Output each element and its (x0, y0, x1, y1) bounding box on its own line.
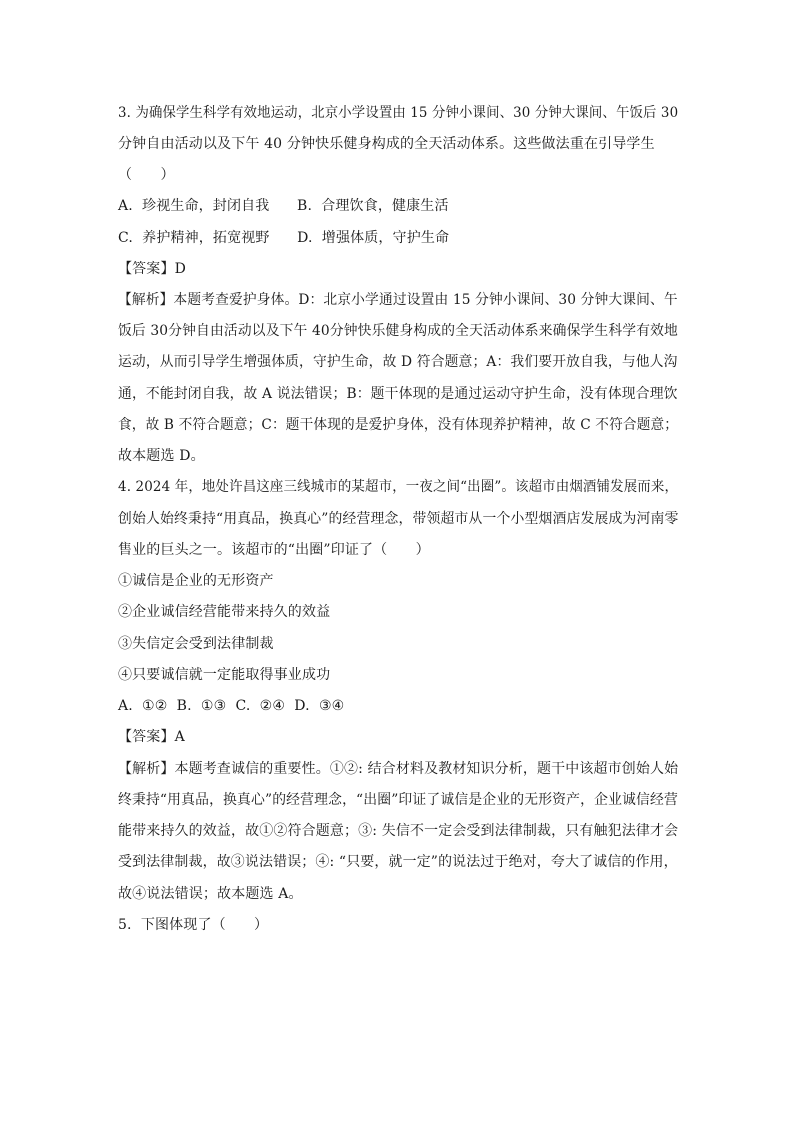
q3-stem-line-3: （ ） (118, 167, 175, 183)
q4-stem-line-2: 创始人始终秉持“用真品，换真心”的经营理念，带领超市从一个小型烟酒店发展成为河南零 (118, 511, 679, 527)
q4-stem-line-1: 4. 2024 年，地处许昌这座三线城市的某超市，一夜之间“出圈”。该超市由烟酒铺发展而来， (118, 479, 679, 495)
q3-analysis-line-1: 【解析】本题考查爱护身体。D：北京小学通过设置由 15 分钟小课间、30 分钟大课间、午 (118, 292, 678, 308)
q4-analysis-line-4: 受到法律制裁，故③说法错误；④: “只要，就一定”的说法过于绝对，夸大了诚信的作用， (118, 854, 678, 870)
q4-statement-2: ②企业诚信经营能带来持久的效益 (118, 604, 331, 620)
q3-analysis-line-2: 饭后 30分钟自由活动以及下午 40分钟快乐健身构成的全天活动体系来确保学生科学有效地 (118, 323, 678, 339)
q3-options-row-1: A. 珍视生命，封闭自我 B. 合理饮食，健康生活 (118, 198, 449, 214)
q3-analysis-line-6: 故本题选 D。 (118, 448, 205, 464)
q4-analysis-line-3: 能带来持久的效益，故①②符合题意；③: 失信不一定会受到法律制裁，只有触犯法律才会 (118, 823, 679, 839)
q4-analysis-line-2: 终秉持“用真品，换真心”的经营理念，“出圈”印证了诚信是企业的无形资产，企业诚信经营 (118, 792, 678, 808)
q3-options-row-2: C. 养护精神，拓宽视野 D. 增强体质，守护生命 (118, 230, 450, 246)
q4-statement-1: ①诚信是企业的无形资产 (118, 573, 274, 589)
q4-statement-4: ④只要诚信就一定能取得事业成功 (118, 667, 331, 683)
q4-analysis-line-1: 【解析】本题考查诚信的重要性。①②: 结合材料及教材知识分析，题干中该超市创始人始 (118, 761, 679, 777)
q3-analysis-line-3: 运动，从而引导学生增强体质，守护生命，故 D 符合题意；A：我们要开放自我，与他人沟 (118, 354, 678, 370)
q3-analysis-line-5: 食，故 B 不符合题意；C：题干体现的是爱护身体，没有体现养护精神，故 C 不符合题意； (118, 417, 679, 433)
q3-stem-line-1: 3. 为确保学生科学有效地运动，北京小学设置由 15 分钟小课间、30 分钟大课间、午饭后 30 (118, 105, 679, 121)
q4-analysis-line-5: 故④说法错误；故本题选 A。 (118, 886, 303, 902)
q4-stem-line-3: 售业的巨头之一。该超市的“出圈”印证了（ ） (118, 542, 430, 558)
q4-options: A. ①② B. ①③ C. ②④ D. ③④ (118, 698, 345, 714)
q3-answer: 【答案】D (118, 261, 186, 277)
q3-analysis-line-4: 通，不能封闭自我，故 A 说法错误；B：题干体现的是通过运动守护生命，没有体现合理饮 (118, 386, 678, 402)
q4-statement-3: ③失信定会受到法律制裁 (118, 636, 274, 652)
q3-stem-line-2: 分钟自由活动以及下午 40 分钟快乐健身构成的全天活动体系。这些做法重在引导学生 (118, 136, 655, 152)
q5-stem: 5. 下图体现了（ ） (118, 917, 269, 933)
q4-answer: 【答案】A (118, 729, 185, 745)
